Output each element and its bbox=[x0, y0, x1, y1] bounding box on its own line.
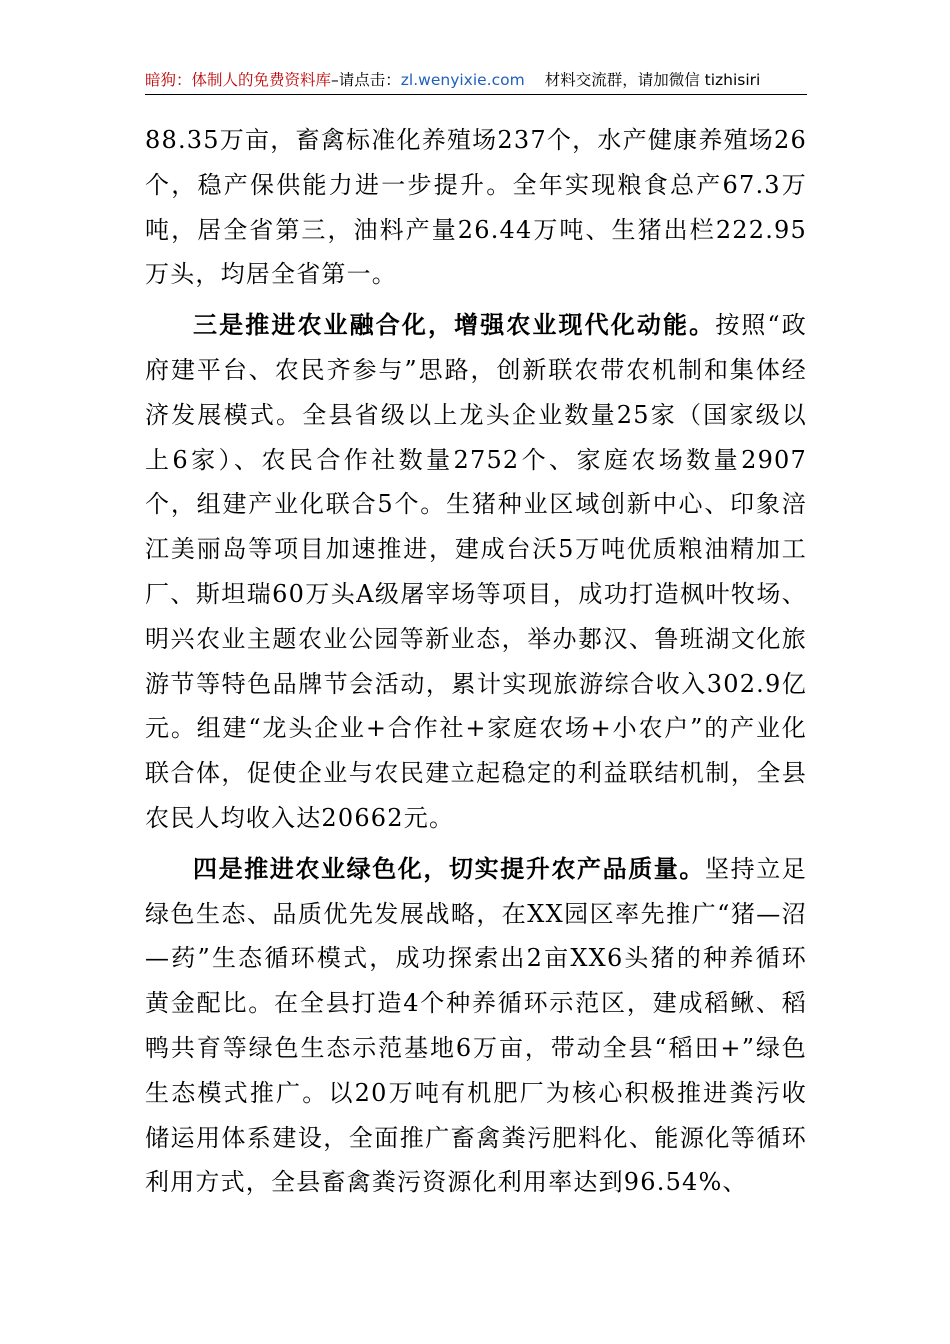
paragraph-1 bbox=[145, 118, 807, 297]
header-group-note: 材料交流群，请加微信 tizhisiri bbox=[544, 71, 761, 89]
page-header bbox=[145, 66, 807, 95]
paragraph-3 bbox=[145, 847, 807, 1205]
paragraph-3-lead: 四是推进农业绿色化，切实提升农产品质量。 bbox=[193, 853, 705, 883]
header-prompt: –请点击： bbox=[331, 71, 401, 89]
header-link[interactable]: zl.wenyixie.com bbox=[400, 71, 525, 89]
paragraph-2 bbox=[145, 303, 807, 841]
paragraph-2-text: 按照“政府建平台、农民齐参与”思路，创新联农带农机制和集体经济发展模式。全县省级以上龙头企业数量25家（国家级以上6家）、农民合作社数量2752个、家庭农场数量2907个，组建产业化联合5个。生猪种业区域创新中心、印象涪江美丽岛等项目加速推进，建成台沃5万吨优质粮油精加工厂、斯坦瑞60万头A级屠宰场等项目，成功打造枫叶牧场、明兴农业主题农业公园等新业态，举办郪汉、鲁班湖文化旅游节等特色品牌节会活动，累计实现旅游综合收入302.9亿元。组建“龙头企业+合作社+家庭农场+小农户”的产业化联合体，促使企业与农民建立起稳定的利益联结机制，全县农民人均收入达20662元。 bbox=[145, 311, 808, 832]
paragraph-2-lead: 三是推进农业融合化，增强农业现代化动能。 bbox=[193, 310, 716, 340]
paragraph-3-text: 坚持立足绿色生态、品质优先发展战略，在XX园区率先推广“猪—沼—药”生态循环模式，成功探索出2亩XX6头猪的种养循环黄金配比。在全县打造4个种养循环示范区，建成稻鳅、稻鸭共育等绿色生态示范基地6万亩，带动全县“稻田+”绿色生态模式推广。以20万吨有机肥厂为核心积极推进粪污收储运用体系建设，全面推广畜禽粪污肥料化、能源化等循环利用方式，全县畜禽粪污资源化利用率达到96.54%、 bbox=[145, 854, 807, 1197]
document-body bbox=[145, 118, 807, 1211]
header-brand: 暗狗：体制人的免费资料库 bbox=[145, 71, 332, 89]
paragraph-1-text: 88.35万亩，畜禽标准化养殖场237个，水产健康养殖场26个，稳产保供能力进一步提升。全年实现粮食总产67.3万吨，居全省第三，油料产量26.44万吨、生猪出栏222.95万头，均居全省第一。 bbox=[145, 126, 807, 289]
